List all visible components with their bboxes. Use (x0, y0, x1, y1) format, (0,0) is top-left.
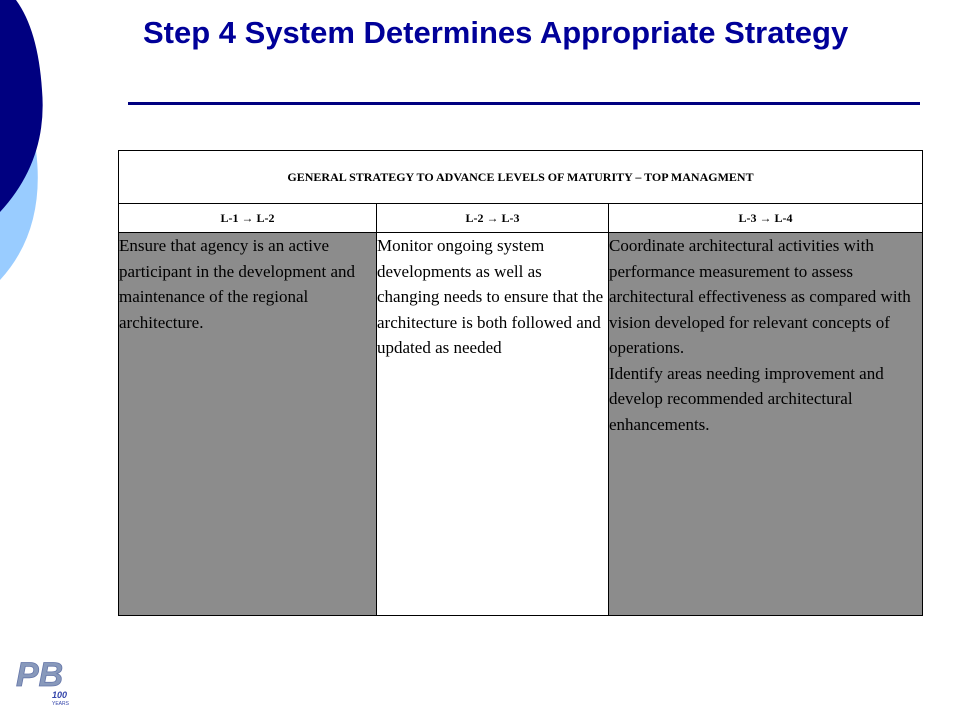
table-header-row (119, 151, 923, 204)
level-to: L-2 (256, 210, 275, 225)
logo-letters: PB (16, 656, 64, 694)
corner-decoration (0, 0, 60, 300)
level-row (119, 204, 923, 233)
level-from: L-2 (465, 210, 484, 225)
strategy-text: Identify areas needing improvement and develop recommended architectural enhancements. (609, 363, 884, 434)
right-arrow-icon: → (486, 210, 499, 225)
strategy-cell-3 (609, 233, 923, 616)
strategy-cell-1 (119, 233, 377, 616)
strategy-cell-2 (377, 233, 609, 616)
level-header-1 (119, 204, 377, 233)
logo-tagline-word: YEARS (52, 701, 69, 707)
title-underline (128, 102, 920, 105)
table-header-cell: GENERAL STRATEGY TO ADVANCE LEVELS OF MATURITY – TOP MANAGMENT (119, 151, 923, 204)
strategy-text: Ensure that agency is an active participant in the development and maintenance of the regional architecture. (119, 236, 356, 332)
slide-title: Step 4 System Determines Appropriate Strategy (143, 15, 849, 50)
level-from: L-3 (738, 210, 757, 225)
strategy-body-row (119, 233, 923, 616)
level-to: L-3 (501, 210, 520, 225)
level-to: L-4 (774, 210, 793, 225)
logo-tagline-number: 100 (52, 690, 68, 700)
right-arrow-icon: → (241, 210, 254, 225)
strategy-table (118, 150, 923, 616)
level-from: L-1 (220, 210, 239, 225)
right-arrow-icon: → (759, 210, 772, 225)
pb-logo (14, 652, 78, 708)
level-header-2 (377, 204, 609, 233)
level-header-3 (609, 204, 923, 233)
strategy-text: Monitor ongoing system developments as well as changing needs to ensure that the architecture is both followed and updated as needed (377, 236, 604, 357)
strategy-text: Coordinate architectural activities with performance measurement to assess architectural effectiveness as compared with vision developed for relevant concepts of operations. (609, 236, 911, 357)
